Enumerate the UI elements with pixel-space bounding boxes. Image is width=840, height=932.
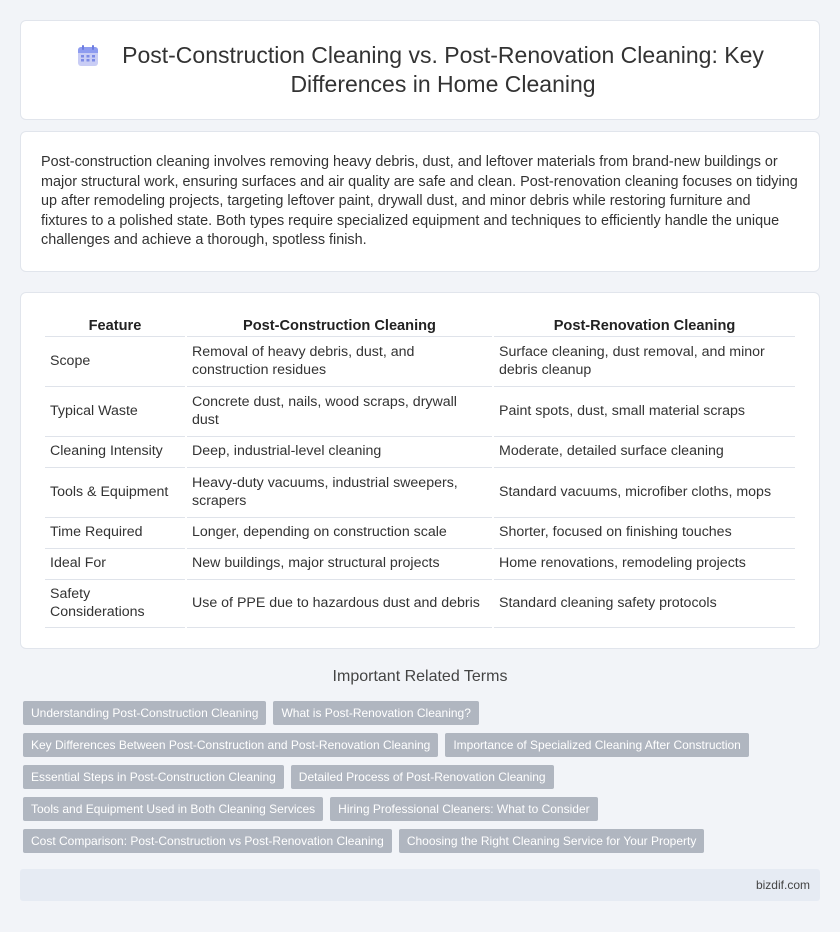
- feature-cell: Scope: [45, 337, 185, 387]
- intro-paragraph: Post-construction cleaning involves removing heavy debris, dust, and leftover materials from brand-new buildings or major structural work, ensuring surfaces and air quality are safe and clean. Post-renovation cleaning focuses on tidying up after remodeling projects, targeting leftover paint, drywall dust, and minor debris while restoring furniture and fixtures to a polished state. Both types require specialized equipment and techniques to efficiently handle the unique challenges and achieve a thorough, spotless finish.: [41, 154, 798, 249]
- title-line-2: Differences in Home Cleaning: [290, 71, 596, 97]
- related-terms-list: [23, 701, 823, 861]
- header-post-construction: Post-Construction Cleaning: [187, 311, 492, 337]
- comparison-card: [20, 292, 820, 649]
- related-term-link[interactable]: Cost Comparison: Post-Construction vs Post-Renovation Cleaning: [23, 829, 392, 853]
- tag-row: [23, 797, 823, 821]
- table-row: [45, 468, 795, 518]
- post-construction-cell: New buildings, major structural projects: [187, 549, 492, 580]
- related-term-link[interactable]: Key Differences Between Post-Construction and Post-Renovation Cleaning: [23, 733, 438, 757]
- feature-cell: Typical Waste: [45, 387, 185, 437]
- related-term-link[interactable]: What is Post-Renovation Cleaning?: [273, 701, 478, 725]
- feature-cell: Safety Considerations: [45, 580, 185, 628]
- post-construction-cell: Removal of heavy debris, dust, and construction residues: [187, 337, 492, 387]
- related-term-link[interactable]: Detailed Process of Post-Renovation Cleaning: [291, 765, 554, 789]
- related-term-link[interactable]: Hiring Professional Cleaners: What to Consider: [330, 797, 597, 821]
- related-terms-title: Important Related Terms: [332, 668, 508, 685]
- post-construction-cell: Longer, depending on construction scale: [187, 518, 492, 549]
- feature-cell: Cleaning Intensity: [45, 437, 185, 468]
- related-term-link[interactable]: Importance of Specialized Cleaning After Construction: [445, 733, 749, 757]
- feature-cell: Ideal For: [45, 549, 185, 580]
- comparison-table: [43, 311, 797, 628]
- post-construction-cell: Deep, industrial-level cleaning: [187, 437, 492, 468]
- header-card: [20, 20, 820, 120]
- related-term-link[interactable]: Tools and Equipment Used in Both Cleaning Services: [23, 797, 323, 821]
- post-renovation-cell: Moderate, detailed surface cleaning: [494, 437, 795, 468]
- page-title: [122, 41, 764, 99]
- post-renovation-cell: Paint spots, dust, small material scraps: [494, 387, 795, 437]
- table-row: [45, 337, 795, 387]
- calendar-icon: [76, 44, 100, 68]
- table-row: [45, 580, 795, 628]
- tag-row: [23, 701, 823, 725]
- tag-row: [23, 829, 823, 853]
- header-feature: Feature: [45, 311, 185, 337]
- feature-cell: Tools & Equipment: [45, 468, 185, 518]
- table-row: [45, 549, 795, 580]
- related-term-link[interactable]: Essential Steps in Post-Construction Cleaning: [23, 765, 284, 789]
- tag-row: [23, 765, 823, 789]
- related-term-link[interactable]: Choosing the Right Cleaning Service for Your Property: [399, 829, 705, 853]
- footer-site-link[interactable]: bizdif.com: [755, 878, 810, 892]
- table-row: [45, 387, 795, 437]
- post-construction-cell: Heavy-duty vacuums, industrial sweepers, scrapers: [187, 468, 492, 518]
- table-row: [45, 518, 795, 549]
- footer: [20, 869, 820, 901]
- intro-card: [20, 131, 820, 272]
- post-renovation-cell: Standard cleaning safety protocols: [494, 580, 795, 628]
- post-construction-cell: Concrete dust, nails, wood scraps, drywall dust: [187, 387, 492, 437]
- table-row: [45, 437, 795, 468]
- post-renovation-cell: Standard vacuums, microfiber cloths, mops: [494, 468, 795, 518]
- title-line-1: Post-Construction Cleaning vs. Post-Renovation Cleaning: Key: [122, 42, 764, 68]
- post-renovation-cell: Home renovations, remodeling projects: [494, 549, 795, 580]
- table-header-row: [45, 311, 795, 337]
- post-renovation-cell: Shorter, focused on finishing touches: [494, 518, 795, 549]
- post-renovation-cell: Surface cleaning, dust removal, and minor debris cleanup: [494, 337, 795, 387]
- feature-cell: Time Required: [45, 518, 185, 549]
- related-term-link[interactable]: Understanding Post-Construction Cleaning: [23, 701, 266, 725]
- tag-row: [23, 733, 823, 757]
- header-post-renovation: Post-Renovation Cleaning: [494, 311, 795, 337]
- post-construction-cell: Use of PPE due to hazardous dust and debris: [187, 580, 492, 628]
